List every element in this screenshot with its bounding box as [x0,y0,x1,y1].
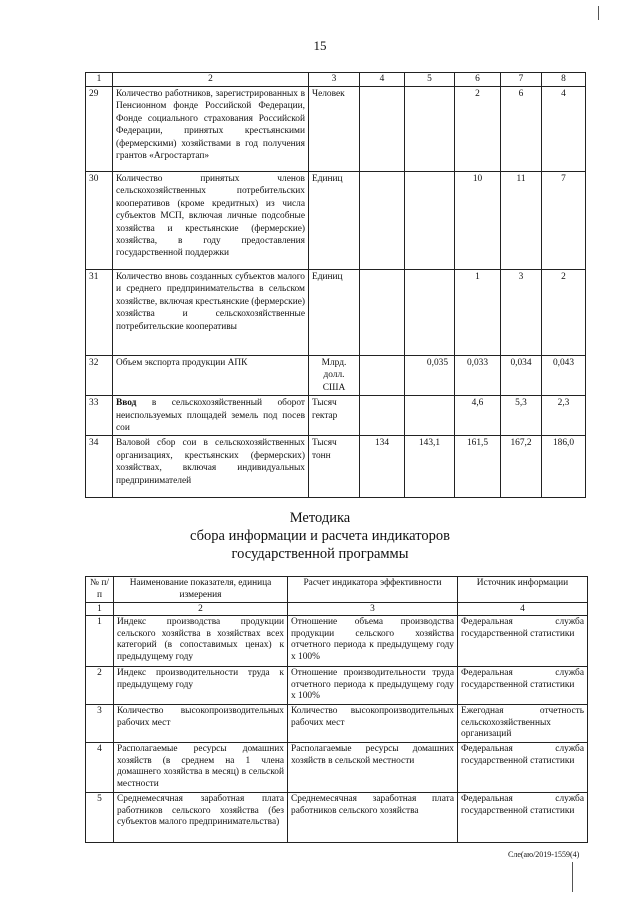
methodology-table-header [86,577,588,603]
header-cell-number: № п/п [86,577,114,603]
row-number: 2 [86,667,114,705]
header-cell-source: Источник информации [458,577,588,603]
section-title: Методика [289,510,351,526]
value-cell: 4,6 [455,396,501,436]
value-cell [360,270,405,356]
header-cell: 3 [309,73,360,87]
indicator-description: Количество принятых членов сельскохозяйственных потребительских кооперативов (кроме кредитных) из числа субъектов МСП, включая личные подсобные хозяйства и крестьянские (фермерские) хозяйства, в году предоставления государственной поддержки [113,172,309,270]
unit-cell: Единиц [309,172,360,270]
value-cell: 167,2 [501,436,542,498]
value-cell: 186,0 [542,436,586,498]
value-cell [360,172,405,270]
row-number: 1 [86,616,114,667]
section-subtitle-line-1: сбора информации и расчета индикаторов [190,528,450,544]
header-cell: 4 [360,73,405,87]
header-cell: 7 [501,73,542,87]
value-cell: 161,5 [455,436,501,498]
value-cell: 0,033 [455,356,501,396]
header-cell: 6 [455,73,501,87]
indicator-description: Валовой сбор сои в сельскохозяйственных организациях, крестьянских (фермерских) хозяйствах, включая индивидуальных предпринимателей [113,436,309,498]
row-number: 33 [86,396,113,436]
table-row [86,356,586,396]
header-cell-name: Наименование показателя, единица измерения [114,577,288,603]
indicator-name: Индекс производства продукции сельского хозяйства в хозяйствах всех категорий (в сопоставимых ценах) к предыдущему году [114,616,288,667]
indicator-name: Количество высокопроизводительных рабочих мест [114,705,288,743]
value-cell: 0,034 [501,356,542,396]
methodology-table [85,576,588,843]
index-cell: 3 [288,603,458,616]
methodology-table-index-row [86,603,588,616]
table-row [86,793,588,843]
row-number: 30 [86,172,113,270]
table-row [86,396,586,436]
information-source: Федеральная служба государственной статистики [458,743,588,793]
value-cell: 0,035 [405,356,455,396]
value-cell: 11 [501,172,542,270]
table-row [86,172,586,270]
indicator-description [113,396,309,436]
table-row [86,87,586,172]
value-cell: 143,1 [405,436,455,498]
table-row [86,743,588,793]
value-cell: 5,3 [501,396,542,436]
unit-cell: Единиц [309,270,360,356]
value-cell: 4 [542,87,586,172]
value-cell: 6 [501,87,542,172]
value-cell: 134 [360,436,405,498]
header-cell-calc: Расчет индикатора эффективности [288,577,458,603]
row-number: 4 [86,743,114,793]
index-cell: 2 [114,603,288,616]
information-source: Федеральная служба государственной статистики [458,793,588,843]
value-cell [405,172,455,270]
unit-cell: Человек [309,87,360,172]
indicator-calculation: Количество высокопроизводительных рабочих мест [288,705,458,743]
indicator-name: Индекс производительности труда к предыдущему году [114,667,288,705]
description-bold-part: Ввод [116,398,137,409]
scan-edge-mark-top [598,6,599,20]
value-cell: 0,043 [542,356,586,396]
index-cell: 1 [86,603,114,616]
indicator-description: Объем экспорта продукции АПК [113,356,309,396]
table-row [86,705,588,743]
value-cell [405,87,455,172]
indicator-calculation: Среднемесячная заработная плата работников сельского хозяйства [288,793,458,843]
section-subtitle-line-2: государственной программы [231,546,409,562]
header-cell: 8 [542,73,586,87]
value-cell: 7 [542,172,586,270]
scan-edge-mark-bottom [572,862,573,892]
page-number: 15 [313,38,327,53]
document-code-footer: Сле(аю/2019-1559(4) [508,850,580,859]
header-cell: 5 [405,73,455,87]
header-cell: 1 [86,73,113,87]
index-cell: 4 [458,603,588,616]
indicator-calculation: Располагаемые ресурсы домашних хозяйств в сельской местности [288,743,458,793]
information-source: Федеральная служба государственной статистики [458,616,588,667]
row-number: 29 [86,87,113,172]
value-cell [360,356,405,396]
row-number: 34 [86,436,113,498]
indicator-name: Располагаемые ресурсы домашних хозяйств (в среднем на 1 члена домашнего хозяйства в месяц) в сельской местности [114,743,288,793]
indicator-calculation: Отношение объема производства продукции сельского хозяйства отчетного периода к предыдущему году х 100% [288,616,458,667]
value-cell [360,396,405,436]
value-cell: 2 [455,87,501,172]
unit-cell: Тысяч тонн [309,436,360,498]
information-source: Федеральная служба государственной статистики [458,667,588,705]
information-source: Ежегодная отчетность сельскохозяйственных организаций [458,705,588,743]
row-number: 32 [86,356,113,396]
indicators-table-header [86,73,586,87]
header-cell: 2 [113,73,309,87]
indicator-description: Количество вновь созданных субъектов малого и среднего предпринимательства в сельском хозяйстве, включая крестьянские (фермерские) хозяйства и сельскохозяйственные потребительские кооперативы [113,270,309,356]
value-cell: 2 [542,270,586,356]
indicator-calculation: Отношение производительности труда отчетного периода к предыдущему году х 100% [288,667,458,705]
table-row [86,270,586,356]
table-row [86,667,588,705]
value-cell: 2,3 [542,396,586,436]
indicator-name: Среднемесячная заработная плата работников сельского хозяйства (без субъектов малого предпринимательства) [114,793,288,843]
value-cell: 10 [455,172,501,270]
value-cell [360,87,405,172]
row-number: 3 [86,705,114,743]
unit-cell: Млрд. долл. США [309,356,360,396]
value-cell [405,270,455,356]
table-row [86,616,588,667]
unit-cell: Тысяч гектар [309,396,360,436]
value-cell: 3 [501,270,542,356]
indicator-description: Количество работников, зарегистрированных в Пенсионном фонде Российской Федерации, Фонде социального страхования Российской Федерации, принятых крестьянскими (фермерскими) хозяйствами в год получения грантов «Агростартап» [113,87,309,172]
table-row [86,436,586,498]
value-cell [405,396,455,436]
indicators-table [85,72,586,498]
row-number: 5 [86,793,114,843]
description-rest: в сельскохозяйственный оборот неиспользуемых площадей земель под посев сои [116,398,305,434]
row-number: 31 [86,270,113,356]
value-cell: 1 [455,270,501,356]
